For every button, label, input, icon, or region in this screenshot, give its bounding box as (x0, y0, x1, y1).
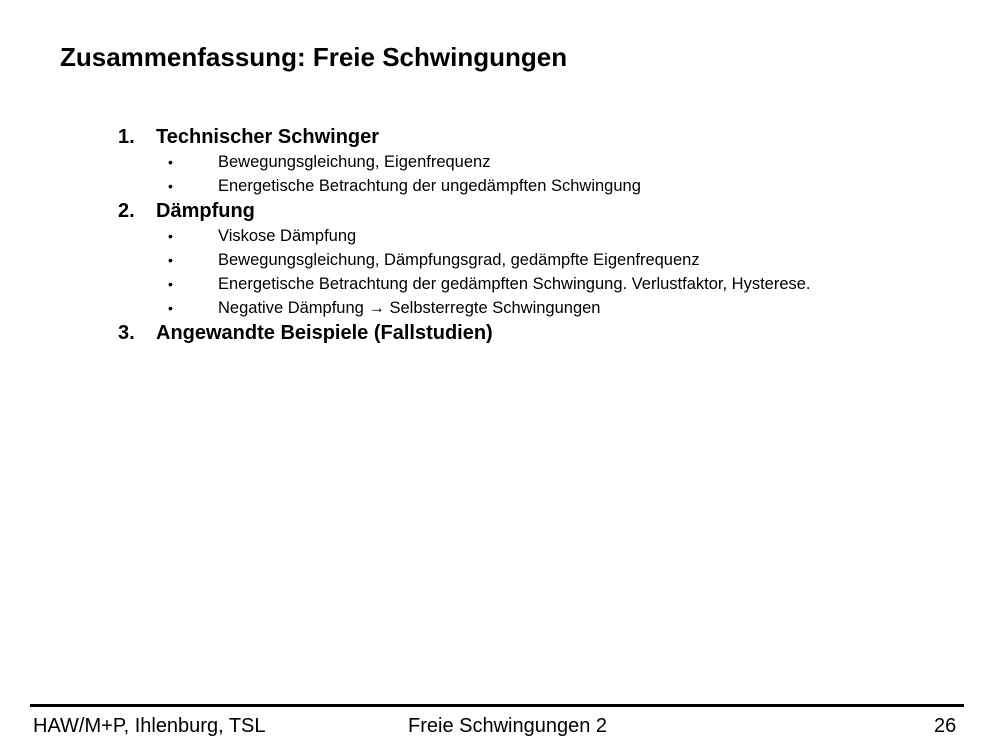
section-heading: Dämpfung (156, 200, 255, 222)
bullet-item (118, 224, 978, 248)
section-heading-row (118, 124, 978, 150)
bullet-text: Negative Dämpfung → Selbsterregte Schwingungen (218, 299, 601, 317)
footer-divider (30, 704, 964, 707)
section-number: 3. (118, 322, 135, 344)
bullet-item (118, 248, 978, 272)
bullet-marker: • (168, 300, 173, 316)
bullet-list (118, 150, 978, 198)
outline-list (118, 124, 978, 346)
footer-author: HAW/M+P, Ihlenburg, TSL (33, 715, 266, 737)
bullet-item (118, 272, 978, 296)
bullet-text: Energetische Betrachtung der ungedämpften Schwingung (218, 177, 641, 195)
bullet-text: Energetische Betrachtung der gedämpften Schwingung. Verlustfaktor, Hysterese. (218, 275, 811, 293)
bullet-marker: • (168, 252, 173, 268)
bullet-text: Bewegungsgleichung, Dämpfungsgrad, gedämpfte Eigenfrequenz (218, 251, 700, 269)
section-heading-row (118, 320, 978, 346)
bullet-text: Bewegungsgleichung, Eigenfrequenz (218, 153, 491, 171)
bullet-item (118, 150, 978, 174)
slide-title: Zusammenfassung: Freie Schwingungen (60, 42, 568, 72)
bullet-marker: • (168, 154, 173, 170)
bullet-marker: • (168, 276, 173, 292)
section-heading: Angewandte Beispiele (Fallstudien) (156, 322, 493, 344)
bullet-marker: • (168, 228, 173, 244)
bullet-item (118, 174, 978, 198)
page-number: 26 (934, 715, 957, 737)
section-daempfung (118, 198, 978, 320)
bullet-marker: • (168, 178, 173, 194)
bullet-text: Viskose Dämpfung (218, 227, 357, 245)
bullet-list (118, 224, 978, 320)
section-angewandte-beispiele (118, 320, 978, 346)
section-number: 2. (118, 200, 135, 222)
section-heading-row (118, 198, 978, 224)
section-heading: Technischer Schwinger (156, 126, 380, 148)
section-technischer-schwinger (118, 124, 978, 198)
bullet-item (118, 296, 978, 320)
footer-lecture-title: Freie Schwingungen 2 (408, 715, 608, 737)
section-number: 1. (118, 126, 135, 148)
